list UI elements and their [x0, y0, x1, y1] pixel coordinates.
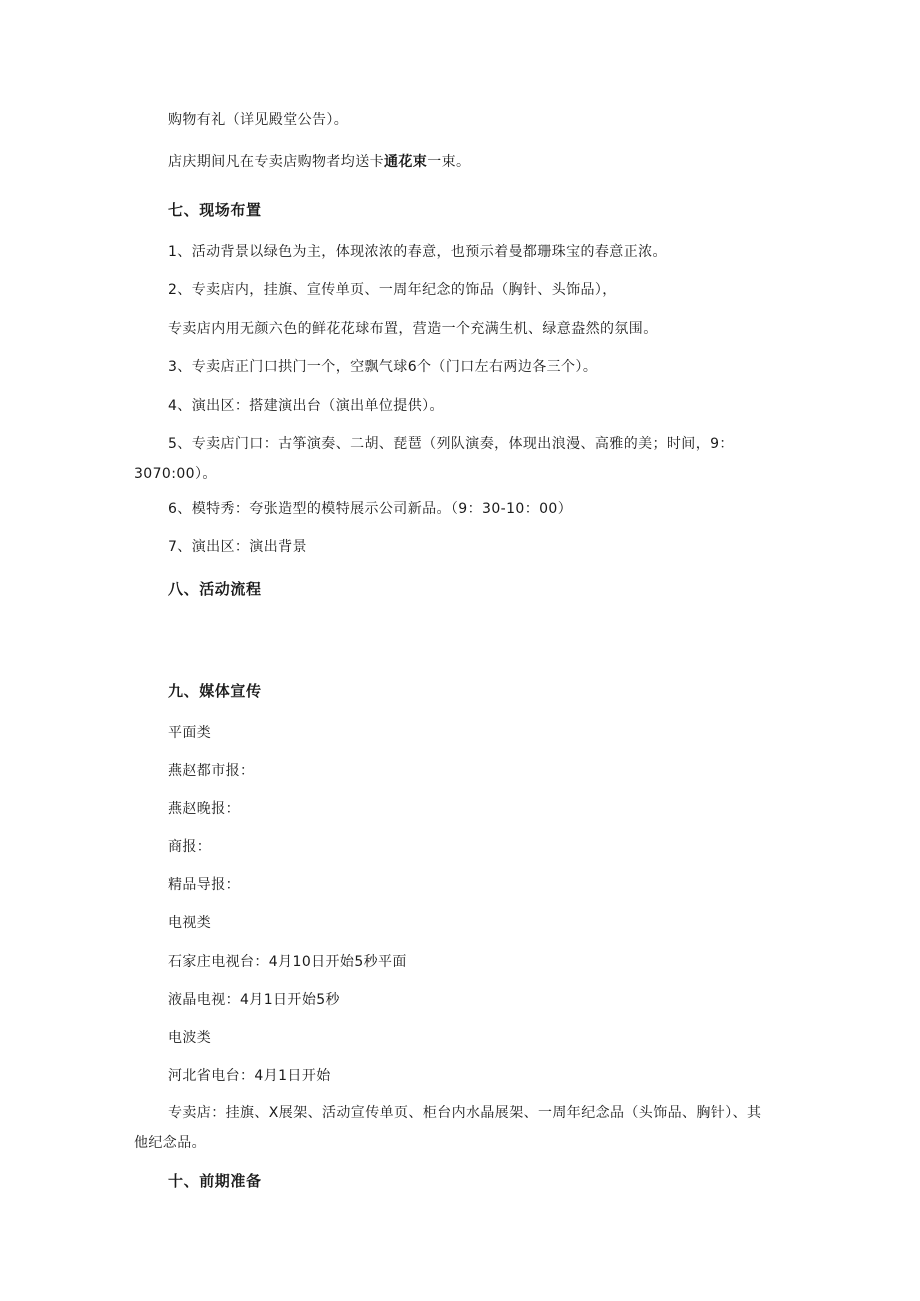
layout-item-2: 2、专卖店内，挂旗、宣传单页、一周年纪念的饰品（胸针、头饰品），: [168, 282, 617, 298]
layout-item-5: 5、专卖店门口：古筝演奏、二胡、琵琶（列队演奏，体现出浪漫、高雅的美；时间，9：3070:00）。: [134, 436, 734, 482]
celebration-text-bold: 通花束: [384, 154, 428, 170]
print-media-category: 平面类: [168, 725, 212, 741]
print-media-2: 燕赵晚报：: [168, 801, 240, 817]
tv-category: 电视类: [168, 915, 212, 931]
celebration-text-before: 店庆期间凡在专卖店购物者均送卡: [168, 154, 384, 170]
section-9-heading: 九、媒体宣传: [168, 682, 262, 700]
gift-line: 购物有礼（详见殿堂公告）。: [168, 112, 349, 128]
radio-category: 电波类: [168, 1030, 212, 1046]
layout-item-1: 1、活动背景以绿色为主，体现浓浓的春意，也预示着曼都珊珠宝的春意正浓。: [168, 244, 667, 260]
layout-item-3: 3、专卖店正门口拱门一个，空飘气球6个（门口左右两边各三个）。: [168, 359, 598, 375]
celebration-line: [168, 153, 470, 171]
print-media-4: 精品导报：: [168, 877, 240, 893]
store-materials-line: 专卖店：挂旗、X展架、活动宣传单页、柜台内水晶展架、一周年纪念品（头饰品、胸针）、其他纪念品。: [134, 1105, 762, 1151]
tv-media-1: 石家庄电视台：4月10日开始5秒平面: [168, 954, 407, 970]
layout-item-6: 6、模特秀：夸张造型的模特展示公司新品。（9：30-10：00）: [168, 501, 573, 517]
layout-item-2-continued: 专卖店内用无颜六色的鲜花花球布置，营造一个充满生机、绿意盎然的氛围。: [168, 321, 658, 337]
section-8-heading: 八、活动流程: [168, 580, 262, 598]
tv-media-2: 液晶电视：4月1日开始5秒: [168, 992, 340, 1008]
print-media-3: 商报：: [168, 839, 212, 855]
section-7-heading: 七、现场布置: [168, 201, 262, 219]
section-10-heading: 十、前期准备: [168, 1172, 262, 1190]
print-media-1: 燕赵都市报：: [168, 763, 255, 779]
layout-item-7: 7、演出区：演出背景: [168, 539, 307, 555]
celebration-text-after: 一束。: [427, 154, 471, 170]
radio-media-1: 河北省电台：4月1日开始: [168, 1068, 331, 1084]
layout-item-4: 4、演出区：搭建演出台（演出单位提供）。: [168, 398, 444, 414]
